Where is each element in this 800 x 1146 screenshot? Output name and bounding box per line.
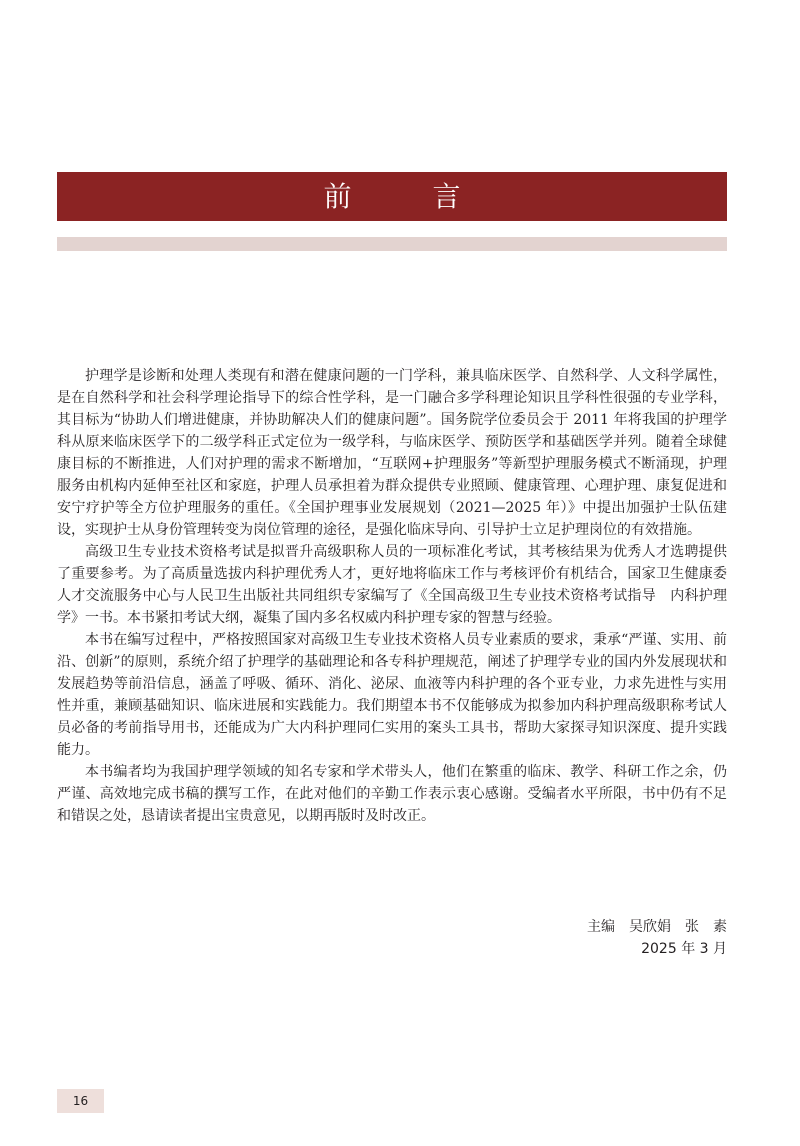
title-underline-band bbox=[57, 237, 727, 251]
editors-line: 主编 吴欣娟 张 素 bbox=[587, 919, 727, 935]
paragraph: 护理学是诊断和处理人类现有和潜在健康问题的一门学科，兼具临床医学、自然科学、人文科学属性，是在自然科学和社会科学理论指导下的综合性学科，是一门融合多学科理论知识且学科性很强的专业学科，其目标为“协助人们增进健康，并协助解决人们的健康问题”。国务院学位委员会于 2011 年将我国的护理学科从原来临床医学下的二级学科正式定位为一级学科，与临床医学、预防医学和基础医学并列。随着全球健康目标的不断推进，人们对护理的需求不断增加，“互联网+护理服务”等新型护理服务模式不断涌现，护理服务由机构内延伸至社区和家庭，护理人员承担着为群众提供专业照顾、健康管理、心理护理、康复促进和安宁疗护等全方位护理服务的重任。《全国护理事业发展规划（2021—2025 年）》中提出加强护士队伍建设，实现护士从身份管理转变为岗位管理的途径，是强化临床导向、引导护士立足护理岗位的有效措施。 bbox=[57, 368, 727, 538]
paragraph: 本书在编写过程中，严格按照国家对高级卫生专业技术资格人员专业素质的要求，秉承“严谨、实用、前沿、创新”的原则，系统介绍了护理学的基础理论和各专科护理规范，阐述了护理学专业的国内外发展现状和发展趋势等前沿信息，涵盖了呼吸、循环、消化、泌尿、血液等内科护理的各个亚专业，力求先进性与实用性并重，兼顾基础知识、临床进展和实践能力。我们期望本书不仅能够成为拟参加内科护理高级职称考试人员必备的考前指导用书，还能成为广大内科护理同仁实用的案头工具书，帮助大家探寻知识深度、提升实践能力。 bbox=[57, 632, 727, 758]
signature-block bbox=[587, 916, 727, 960]
page-number: 16 bbox=[57, 1089, 104, 1113]
page-title: 前 言 bbox=[57, 172, 727, 221]
preface-body bbox=[57, 365, 727, 827]
paragraph: 高级卫生专业技术资格考试是拟晋升高级职称人员的一项标准化考试，其考核结果为优秀人才选聘提供了重要参考。为了高质量选拔内科护理优秀人才，更好地将临床工作与考核评价有机结合，国家卫生健康委人才交流服务中心与人民卫生出版社共同组织专家编写了《全国高级卫生专业技术资格考试指导 内科护理学》一书。本书紧扣考试大纲，凝集了国内多名权威内科护理专家的智慧与经验。 bbox=[57, 544, 727, 626]
date-line: 2025 年 3 月 bbox=[641, 941, 727, 957]
paragraph: 本书编者均为我国护理学领域的知名专家和学术带头人，他们在繁重的临床、教学、科研工作之余，仍严谨、高效地完成书稿的撰写工作，在此对他们的辛勤工作表示衷心感谢。受编者水平所限，书中仍有不足和错误之处，恳请读者提出宝贵意见，以期再版时及时改正。 bbox=[57, 764, 727, 824]
